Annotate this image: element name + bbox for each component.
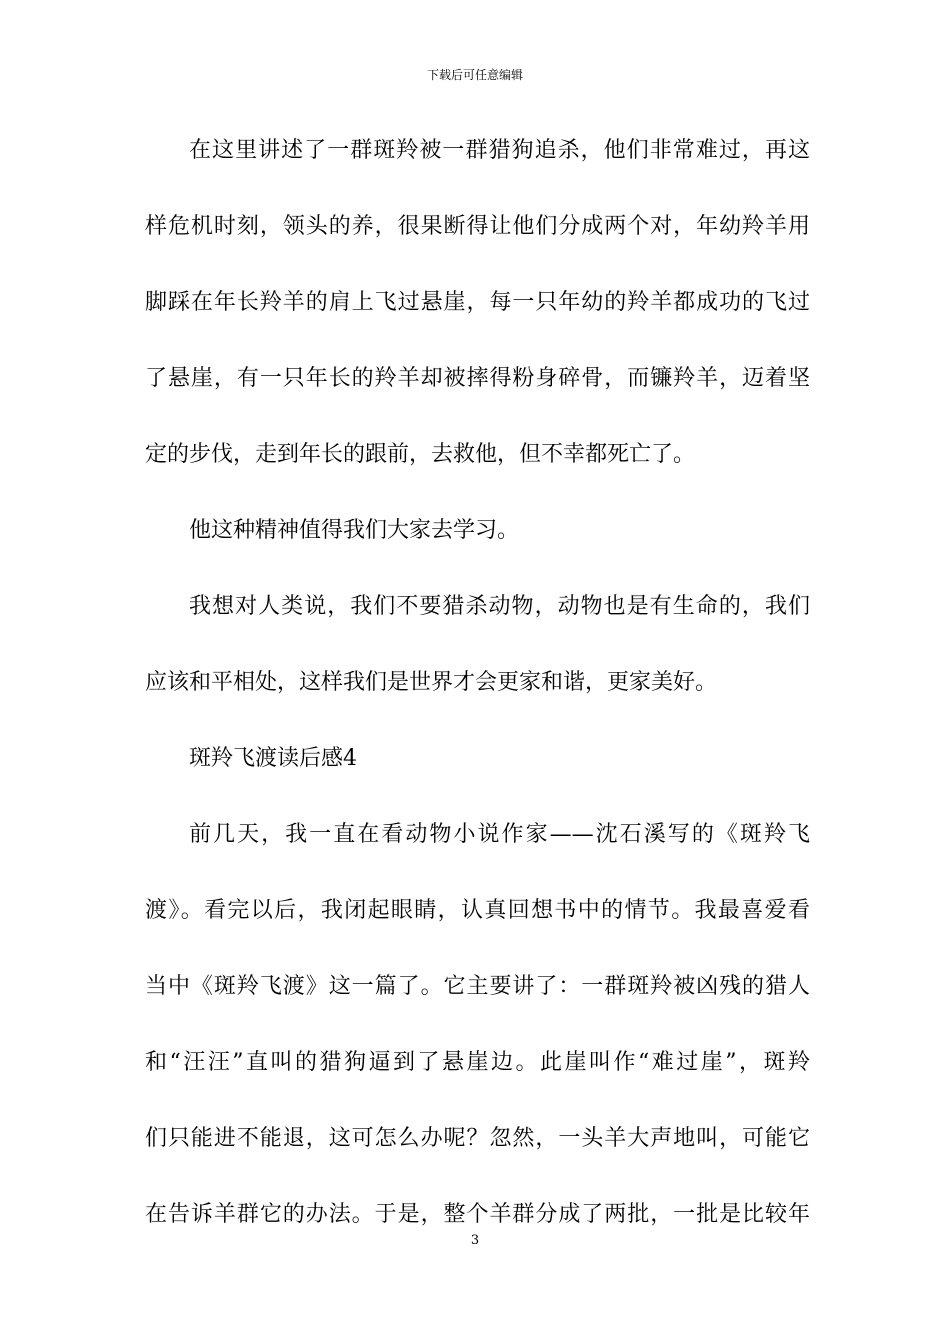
page-number: 3 — [470, 1233, 480, 1248]
paragraph-line: 脚踩在年长羚羊的肩上飞过悬崖，每一只年幼的羚羊都成功的飞过 — [145, 290, 810, 315]
page-header: 下载后可任意编辑 — [426, 68, 523, 82]
paragraph-line: 了悬崖，有一只年长的羚羊却被摔得粉身碎骨，而镰羚羊，迈着坚 — [145, 366, 810, 391]
paragraph-line: 们只能进不能退，这可怎么办呢？忽然，一头羊大声地叫，可能它 — [145, 1126, 810, 1151]
paragraph-line: 他这种精神值得我们大家去学习。 — [189, 518, 520, 543]
paragraph-line: 定的步伐，走到年长的跟前，去救他，但不幸都死亡了。 — [145, 442, 696, 467]
paragraph-line: 在这里讲述了一群斑羚被一群猎狗追杀，他们非常难过，再这 — [189, 138, 810, 163]
paragraph-line: 应该和平相处，这样我们是世界才会更家和谐，更家美好。 — [145, 670, 718, 695]
paragraph-line: 当中《斑羚飞渡》这一篇了。它主要讲了：一群斑羚被凶残的猎人 — [145, 974, 810, 999]
paragraph-line: 在告诉羊群它的办法。于是，整个羊群分成了两批，一批是比较年 — [145, 1202, 810, 1227]
paragraph-line: 渡》。看完以后，我闭起眼睛，认真回想书中的情节。我最喜爱看 — [145, 898, 810, 923]
paragraph-line: 我想对人类说，我们不要猎杀动物，动物也是有生命的，我们 — [189, 594, 810, 619]
section-heading: 斑羚飞渡读后感4 — [189, 746, 357, 771]
paragraph-line: 和“汪汪”直叫的猎狗逼到了悬崖边。此崖叫作“难过崖”，斑羚 — [145, 1050, 810, 1075]
paragraph-line: 前几天，我一直在看动物小说作家——沈石溪写的《斑羚飞 — [189, 822, 810, 847]
paragraph-line: 样危机时刻，领头的养，很果断得让他们分成两个对，年幼羚羊用 — [145, 214, 810, 239]
